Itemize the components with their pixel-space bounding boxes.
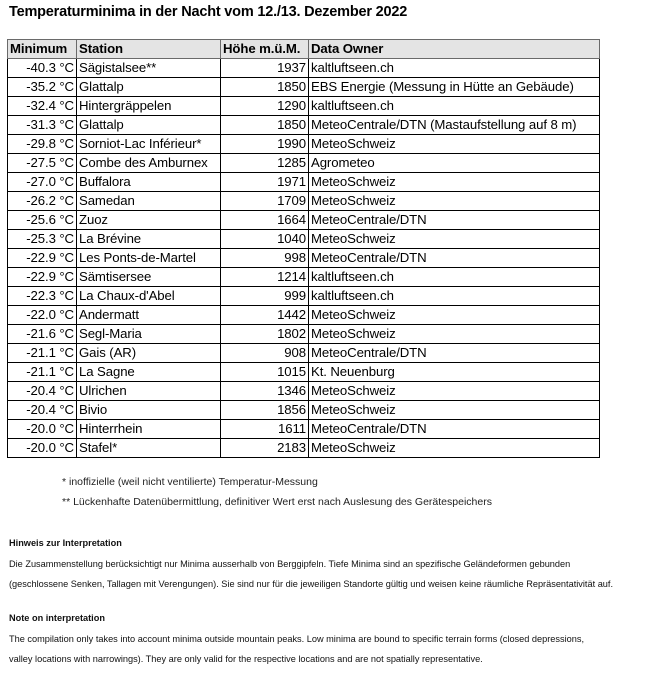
cell-data-owner: MeteoSchweiz (309, 230, 600, 249)
cell-hoehe: 1850 (221, 116, 309, 135)
table-row (8, 173, 600, 192)
note-line: Die Zusammenstellung berücksichtigt nur Minima ausserhalb von Berggipfeln. Tiefe Minima sind an spezifische Geländeformen gebunden (9, 559, 571, 569)
table-header-row (8, 40, 600, 59)
cell-minimum: -27.0 °C (8, 173, 77, 192)
table-row (8, 439, 600, 458)
table-row (8, 116, 600, 135)
cell-minimum: -21.1 °C (8, 363, 77, 382)
table-row (8, 249, 600, 268)
cell-minimum: -20.0 °C (8, 439, 77, 458)
cell-hoehe: 1214 (221, 268, 309, 287)
cell-hoehe: 1971 (221, 173, 309, 192)
cell-station: Sämtisersee (77, 268, 221, 287)
cell-data-owner: Kt. Neuenburg (309, 363, 600, 382)
cell-minimum: -27.5 °C (8, 154, 77, 173)
cell-minimum: -20.4 °C (8, 382, 77, 401)
column-header-minimum: Minimum (8, 40, 77, 59)
table-row (8, 97, 600, 116)
cell-station: Bivio (77, 401, 221, 420)
cell-hoehe: 1990 (221, 135, 309, 154)
cell-minimum: -35.2 °C (8, 78, 77, 97)
table-row (8, 401, 600, 420)
table-row (8, 268, 600, 287)
page-title: Temperaturminima in der Nacht vom 12./13. Dezember 2022 (9, 4, 408, 20)
cell-hoehe: 1611 (221, 420, 309, 439)
cell-minimum: -25.6 °C (8, 211, 77, 230)
column-header-hoehe: Höhe m.ü.M. (221, 40, 309, 59)
table-row (8, 306, 600, 325)
footnotes (62, 472, 492, 512)
cell-data-owner: MeteoCentrale/DTN (309, 249, 600, 268)
note-heading-de: Hinweis zur Interpretation (9, 538, 122, 548)
cell-station: Sägistalsee** (77, 59, 221, 78)
cell-data-owner: MeteoSchweiz (309, 173, 600, 192)
table-row (8, 363, 600, 382)
cell-minimum: -25.3 °C (8, 230, 77, 249)
cell-minimum: -22.3 °C (8, 287, 77, 306)
cell-data-owner: MeteoSchweiz (309, 401, 600, 420)
cell-station: Segl-Maria (77, 325, 221, 344)
cell-station: Ulrichen (77, 382, 221, 401)
table-row (8, 420, 600, 439)
column-header-data-owner: Data Owner (309, 40, 600, 59)
table-row (8, 287, 600, 306)
cell-hoehe: 1040 (221, 230, 309, 249)
cell-minimum: -21.6 °C (8, 325, 77, 344)
cell-hoehe: 908 (221, 344, 309, 363)
cell-station: La Chaux-d'Abel (77, 287, 221, 306)
minima-table (7, 39, 600, 458)
note-line: The compilation only takes into account minima outside mountain peaks. Low minima are bound to specific terrain forms (closed depressions, (9, 634, 585, 644)
cell-minimum: -40.3 °C (8, 59, 77, 78)
table-row (8, 230, 600, 249)
table-row (8, 135, 600, 154)
cell-minimum: -22.9 °C (8, 249, 77, 268)
cell-hoehe: 1709 (221, 192, 309, 211)
cell-data-owner: MeteoCentrale/DTN (Mastaufstellung auf 8 m) (309, 116, 600, 135)
cell-minimum: -22.0 °C (8, 306, 77, 325)
cell-data-owner: kaltluftseen.ch (309, 287, 600, 306)
cell-hoehe: 1442 (221, 306, 309, 325)
cell-data-owner: kaltluftseen.ch (309, 59, 600, 78)
cell-hoehe: 1937 (221, 59, 309, 78)
cell-station: Stafel* (77, 439, 221, 458)
cell-hoehe: 1856 (221, 401, 309, 420)
cell-hoehe: 1285 (221, 154, 309, 173)
cell-station: Gais (AR) (77, 344, 221, 363)
note-line: valley locations with narrowings). They are only valid for the respective locations and are not spatially representative. (9, 654, 483, 664)
cell-data-owner: MeteoSchweiz (309, 192, 600, 211)
cell-hoehe: 1802 (221, 325, 309, 344)
footnote-double-asterisk: ** Lückenhafte Datenübermittlung, definitiver Wert erst nach Auslesung des Gerätespeichers (62, 496, 492, 508)
cell-data-owner: MeteoSchweiz (309, 306, 600, 325)
cell-data-owner: EBS Energie (Messung in Hütte an Gebäude) (309, 78, 600, 97)
table-row (8, 192, 600, 211)
cell-station: Zuoz (77, 211, 221, 230)
cell-hoehe: 998 (221, 249, 309, 268)
cell-minimum: -26.2 °C (8, 192, 77, 211)
cell-station: Glattalp (77, 78, 221, 97)
cell-data-owner: MeteoCentrale/DTN (309, 344, 600, 363)
cell-station: Combe des Amburnex (77, 154, 221, 173)
cell-hoehe: 1664 (221, 211, 309, 230)
cell-data-owner: kaltluftseen.ch (309, 268, 600, 287)
cell-station: Hinterrhein (77, 420, 221, 439)
table-row (8, 382, 600, 401)
table-row (8, 154, 600, 173)
cell-hoehe: 1290 (221, 97, 309, 116)
table-row (8, 211, 600, 230)
cell-data-owner: kaltluftseen.ch (309, 97, 600, 116)
cell-data-owner: MeteoSchweiz (309, 382, 600, 401)
cell-minimum: -31.3 °C (8, 116, 77, 135)
cell-station: Sorniot-Lac Inférieur* (77, 135, 221, 154)
cell-minimum: -29.8 °C (8, 135, 77, 154)
cell-data-owner: Agrometeo (309, 154, 600, 173)
interpretation-note-en (9, 607, 584, 669)
cell-hoehe: 2183 (221, 439, 309, 458)
cell-data-owner: MeteoSchweiz (309, 135, 600, 154)
cell-station: Hintergräppelen (77, 97, 221, 116)
cell-station: Andermatt (77, 306, 221, 325)
cell-minimum: -20.0 °C (8, 420, 77, 439)
footnote-single-asterisk: * inoffizielle (weil nicht ventilierte) Temperatur-Messung (62, 476, 318, 488)
cell-minimum: -20.4 °C (8, 401, 77, 420)
interpretation-note-de (9, 532, 613, 594)
cell-hoehe: 1850 (221, 78, 309, 97)
cell-data-owner: MeteoSchweiz (309, 325, 600, 344)
table-row (8, 344, 600, 363)
cell-station: Buffalora (77, 173, 221, 192)
cell-data-owner: MeteoCentrale/DTN (309, 420, 600, 439)
note-line: (geschlossene Senken, Tallagen mit Verengungen). Sie sind nur für die jeweiligen Standorte gültig und weisen keine räumliche Repräsentativität auf. (9, 579, 614, 589)
cell-data-owner: MeteoSchweiz (309, 439, 600, 458)
column-header-station: Station (77, 40, 221, 59)
cell-minimum: -32.4 °C (8, 97, 77, 116)
cell-minimum: -21.1 °C (8, 344, 77, 363)
cell-minimum: -22.9 °C (8, 268, 77, 287)
table-row (8, 78, 600, 97)
cell-station: Glattalp (77, 116, 221, 135)
cell-station: La Sagne (77, 363, 221, 382)
cell-data-owner: MeteoCentrale/DTN (309, 211, 600, 230)
cell-hoehe: 999 (221, 287, 309, 306)
cell-hoehe: 1015 (221, 363, 309, 382)
cell-station: La Brévine (77, 230, 221, 249)
cell-hoehe: 1346 (221, 382, 309, 401)
note-heading-en: Note on interpretation (9, 613, 105, 623)
table-row (8, 325, 600, 344)
table-row (8, 59, 600, 78)
cell-station: Samedan (77, 192, 221, 211)
cell-station: Les Ponts-de-Martel (77, 249, 221, 268)
